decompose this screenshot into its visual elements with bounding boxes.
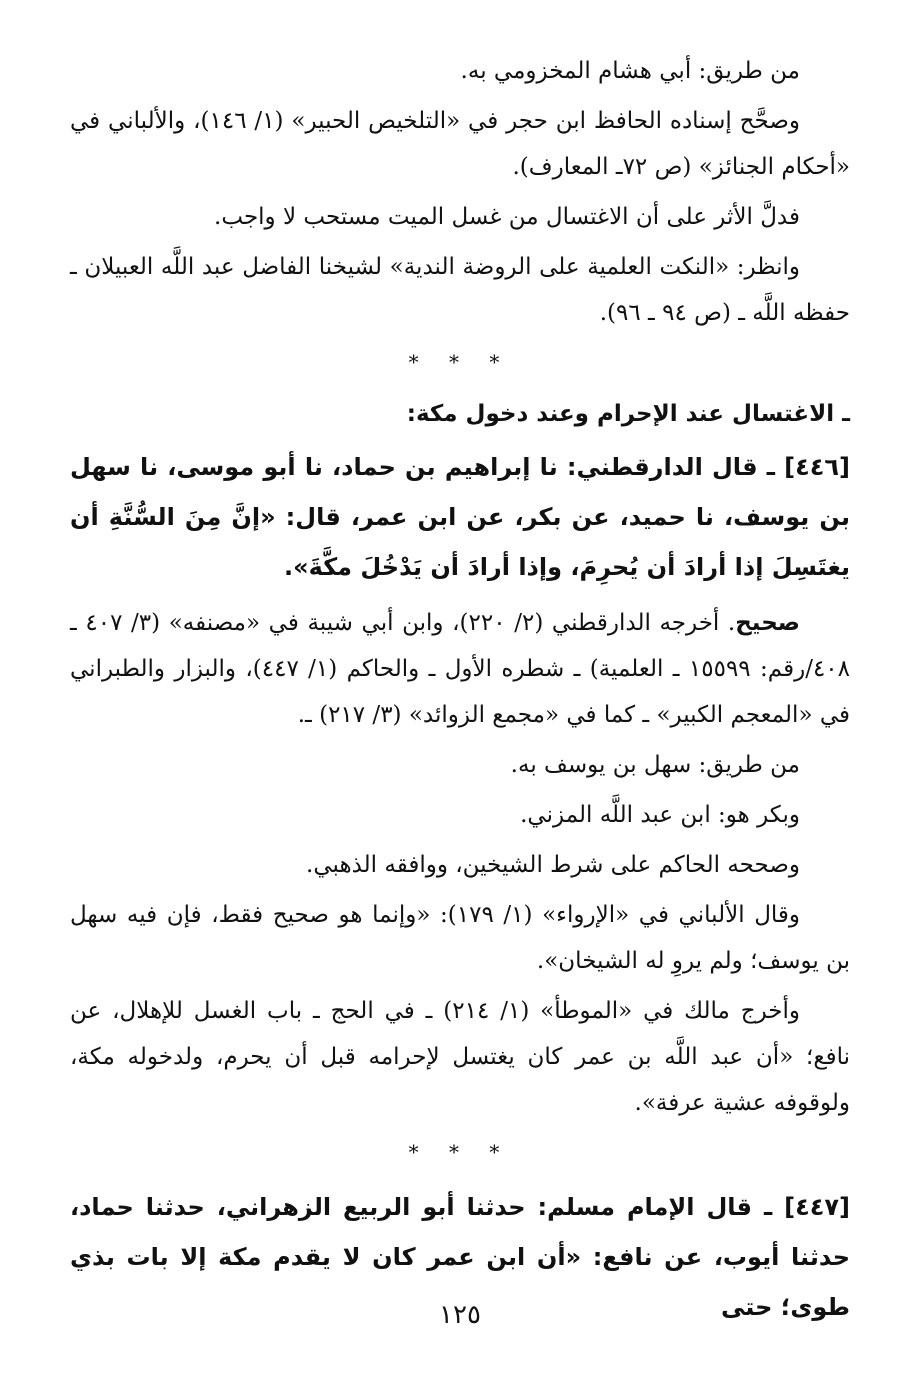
paragraph-albani: وقال الألباني في «الإرواء» (١/ ١٧٩): «وإنما هو صحيح فقط، فإن فيه سهل بن يوسف؛ ولم يروِ له الشيخان». (70, 902, 850, 974)
page-number: ١٢٥ (439, 1300, 481, 1330)
paragraph-hakim: وصححه الحاكم على شرط الشيخين، ووافقه الذهبي. (306, 852, 800, 878)
paragraph-malik: وأخرج مالك في «الموطأ» (١/ ٢١٤) ـ في الحج ـ باب الغسل للإهلال، عن نافع؛ «أن عبد اللَّه بن عمر كان يغتسل لإحرامه قبل أن يحرم، ولدخوله مكة، ولوقوفه عشية عرفة». (70, 998, 850, 1116)
grading-label: صحيح (735, 610, 801, 636)
section-separator-2: * * * (408, 1140, 512, 1164)
hadith-447: [٤٤٧] ـ قال الإمام مسلم: حدثنا أبو الربيع الزهراني، حدثنا حماد، حدثنا أيوب، عن نافع: «أن ابن عمر كان لا يقدم مكة إلا بات بذي طوى؛ حتى (70, 1193, 850, 1321)
section-separator: * * * (408, 350, 512, 374)
section-heading: ـ الاغتسال عند الإحرام وعند دخول مكة: (406, 401, 850, 427)
hadith-446: [٤٤٦] ـ قال الدارقطني: نا إبراهيم بن حماد، نا أبو موسى، نا سهل بن يوسف، نا حميد، عن بكر، عن ابن عمر، قال: «إنَّ مِنَ السُّنَّةِ أن يغتَسِلَ إذا أرادَ أن يُحرِمَ، وإذا أرادَ أن يَدْخُلَ مكَّةَ». (70, 453, 850, 581)
paragraph-chain-note: من طريق: أبي هشام المخزومي به. (460, 58, 800, 84)
grading-text: . أخرجه الدارقطني (٢/ ٢٢٠)، وابن أبي شيبة في «مصنفه» (٣/ ٤٠٧ ـ ٤٠٨/رقم: ١٥٥٩٩ ـ العلمية) ـ شطره الأول ـ والحاكم (١/ ٤٤٧)، والبزار والطبراني في «المعجم الكبير» ـ كما في «مجمع الزوائد» (٣/ ٢١٧) ـ. (70, 610, 851, 728)
paragraph-narrator-id: وبكر هو: ابن عبد اللَّه المزني. (520, 802, 800, 828)
page-body (70, 48, 850, 1340)
paragraph-grading (70, 600, 850, 738)
paragraph-reference: وانظر: «النكت العلمية على الروضة الندية» لشيخنا الفاضل عبد اللَّه العبيلان ـ حفظه اللَّه ـ (ص ٩٤ ـ ٩٦). (70, 254, 850, 326)
paragraph-ruling: فدلَّ الأثر على أن الاغتسال من غسل الميت مستحب لا واجب. (214, 204, 800, 230)
paragraph-authentication: وصحَّح إسناده الحافظ ابن حجر في «التلخيص الحبير» (١/ ١٤٦)، والألباني في «أحكام الجنائز» (ص ٧٢ـ المعارف). (70, 108, 850, 180)
paragraph-chain: من طريق: سهل بن يوسف به. (510, 752, 800, 778)
